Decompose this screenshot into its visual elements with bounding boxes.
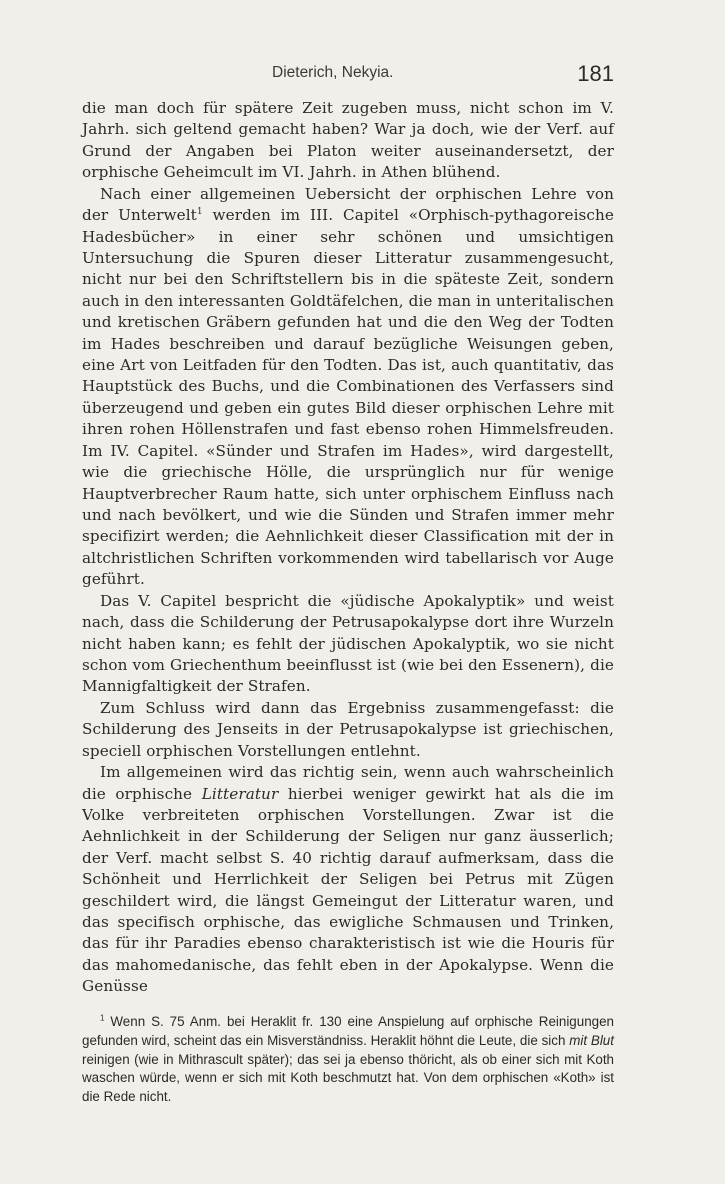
paragraph-2: [82, 184, 614, 591]
paragraph-5-rest: hierbei weniger gewirkt hat als die im Volke verbreiteten orphischen Vorstellungen. Zwar ist die Aehnlichkeit in der Schilderung der Seligen nur ganz äusserlich; der Verf. macht selbst S. 40 richtig darauf aufmerksam, dass die Schönheit und Herrlichkeit der Seligen bei Petrus mit Zügen geschildert wird, die längst Gemeingut der Litteratur waren, und das specifisch orphische, das ewigliche Schmausen und Trinken, das für ihr Paradies ebenso charakteristisch ist wie die Houris für das mahomedanische, das fehlt eben in der Apokalypse. Wenn die Genüsse: [82, 784, 614, 996]
paragraph-2-rest: werden im III. Capitel «Orphisch-pythagoreische Hadesbücher» in einer sehr schönen und umsichtigen Untersuchung die Spuren dieser Litteratur zusammengesucht, nicht nur bei den Schriftstellern bis in die späteste Zeit, sondern auch in den interessanten Goldtäfelchen, die man in unteritalischen und kretischen Gräbern gefunden hat und die den Weg der Todten im Hades beschreiben und darauf bezügliche Weisungen geben, eine Art von Leitfaden für den Todten. Das ist, auch quantitativ, das Hauptstück des Buchs, und die Combinationen des Verfassers sind überzeugend und geben ein gutes Bild dieser orphischen Lehre mit ihren rohen Höllenstrafen und fast ebenso rohen Himmelsfreuden. Im IV. Capitel. «Sünder und Strafen im Hades», wird dargestellt, wie die griechische Hölle, die ursprünglich nur für wenige Hauptverbrecher Raum hatte, sich unter orphischem Einfluss nach und nach bevölkert, und wie die Sünden und Strafen immer mehr specifizirt werden; die Aehnlichkeit dieser Classification mit der in altchristlichen Schriften vorkommenden wird tabellarisch vor Auge geführt.: [82, 206, 614, 589]
paragraph-2-start: Nach einer allgemeinen Uebersicht der orphischen Lehre von der Unterwelt: [82, 184, 614, 225]
paragraph-4: Zum Schluss wird dann das Ergebniss zusammengefasst: die Schilderung des Jenseits in der Petrusapokalypse ist griechischen, speciell orphischen Vorstellungen entlehnt.: [82, 698, 614, 760]
paragraph-1: die man doch für spätere Zeit zugeben muss, nicht schon im V. Jahrh. sich geltend gemacht haben? War ja doch, wie der Verf. auf Grund der Angaben bei Platon weiter auseinandersetzt, der orphische Geheimcult im VI. Jahrh. in Athen blühend.: [82, 99, 614, 182]
running-title: Dieterich, Nekyia.: [272, 64, 394, 81]
footnote: [82, 1013, 614, 1107]
main-text: [82, 98, 614, 998]
footnote-divider: [82, 1000, 614, 1001]
footnote-marker: 1: [100, 1013, 105, 1023]
page-number: 181: [577, 61, 614, 86]
emphasis-mit-blut: mit Blut: [569, 1032, 614, 1048]
footnote-rest: reinigen (wie in Mithrascult später); das sei ja ebenso thöricht, als ob einer sich mit Koth waschen würde, wenn er sich mit Koth beschmutzt hat. Von dem orphischen «Koth» ist die Rede nicht.: [82, 1051, 614, 1105]
paragraph-3: Das V. Capitel bespricht die «jüdische Apokalyptik» und weist nach, dass die Schilderung der Petrusapokalypse dort ihre Wurzeln nicht haben kann; es fehlt der jüdischen Apokalyptik, wo sie nicht schon vom Griechenthum beeinflusst ist (wie bei den Essenern), die Mannigfaltigkeit der Strafen.: [82, 591, 614, 696]
page-header: [82, 61, 614, 91]
emphasis-litteratur: Litteratur: [201, 784, 279, 803]
paragraph-5-start: Im allgemeinen wird das richtig sein, wenn auch wahrscheinlich die orphische: [82, 763, 614, 803]
paragraph-5: [82, 762, 614, 998]
footnote-text: [82, 1013, 614, 1107]
footnote-ref: 1: [196, 207, 203, 218]
footnote-start: Wenn S. 75 Anm. bei Heraklit fr. 130 eine Anspielung auf orphische Reinigungen gefunden wird, scheint das ein Misverständniss. Heraklit höhnt die Leute, die sich: [82, 1014, 614, 1048]
